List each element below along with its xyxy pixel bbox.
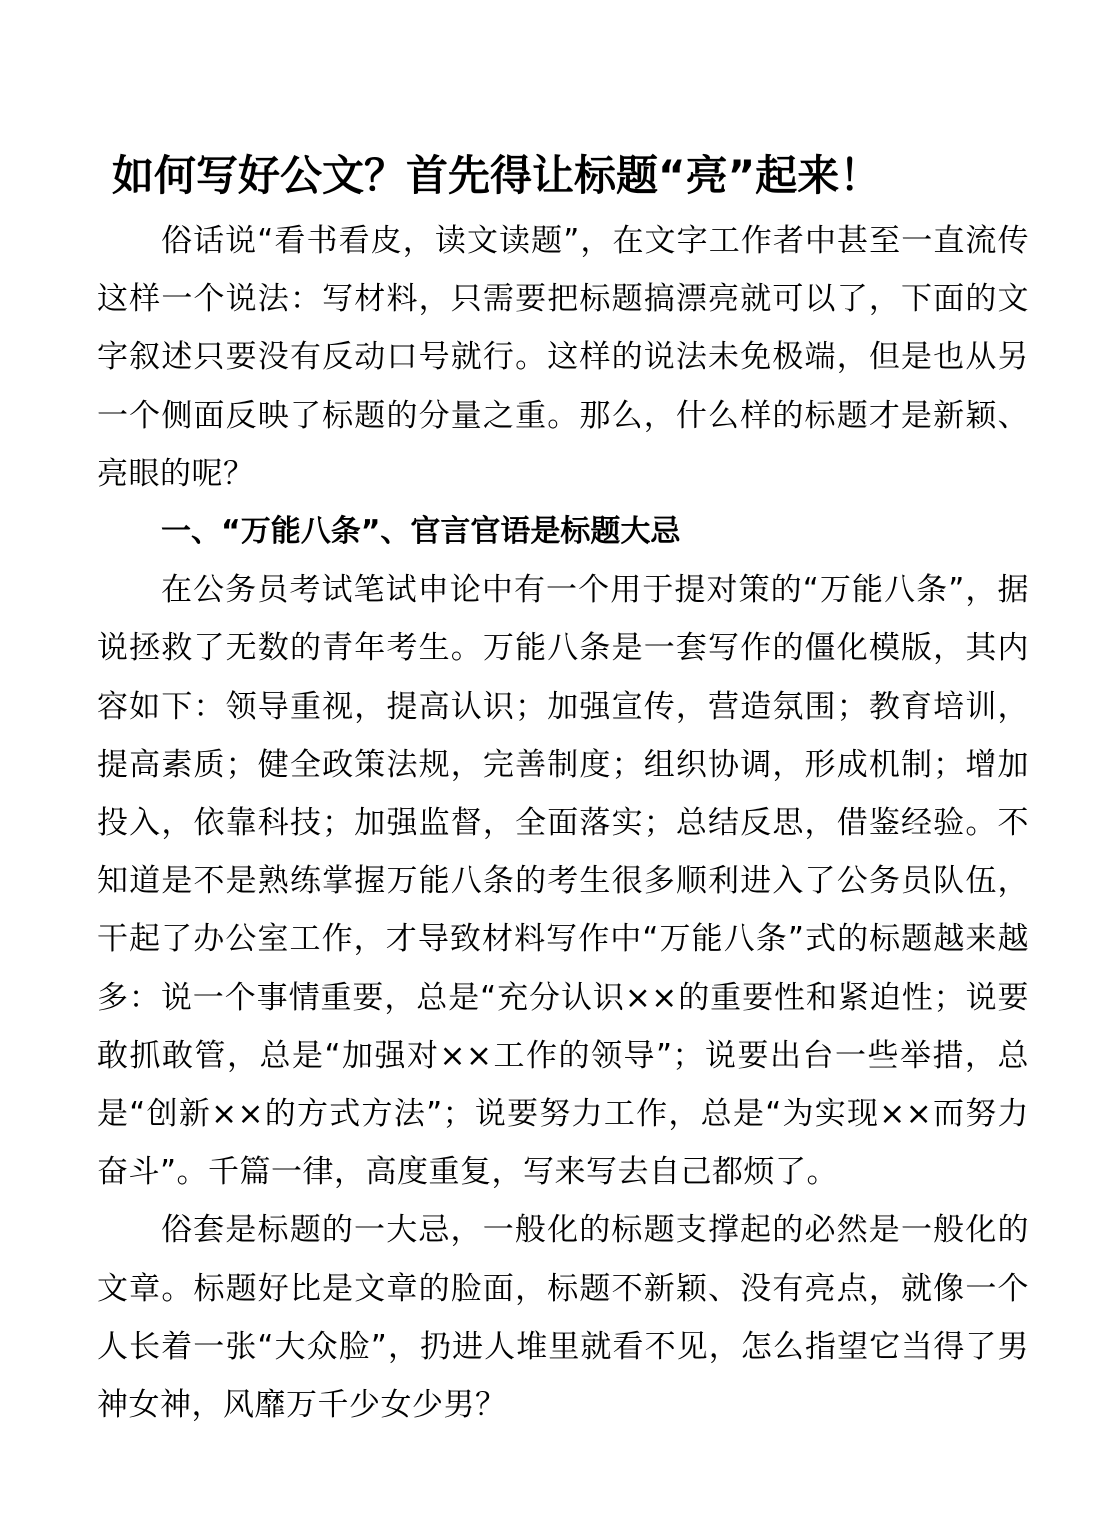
intro-paragraph: 俗话说“看书看皮，读文读题”，在文字工作者中甚至一直流传这样一个说法：写材料，只需要把标题搞漂亮就可以了，下面的文字叙述只要没有反动口号就行。这样的说法未免极端，但是也从另一个侧面反映了标题的分量之重。那么，什么样的标题才是新颖、亮眼的呢？ <box>97 223 1029 492</box>
section-paragraph-2: 俗套是标题的一大忌，一般化的标题支撑起的必然是一般化的文章。标题好比是文章的脸面，标题不新颖、没有亮点，就像一个人长着一张“大众脸”，扔进人堆里就看不见，怎么指望它当得了男神女神，风靡万千少女少男？ <box>97 1212 1029 1424</box>
document-title: 如何写好公文？首先得让标题“亮”起来！ <box>112 151 882 200</box>
document-body <box>97 212 1029 1434</box>
section-paragraph-1: 在公务员考试笔试申论中有一个用于提对策的“万能八条”，据说拯救了无数的青年考生。万能八条是一套写作的僵化模版，其内容如下：领导重视，提高认识；加强宣传，营造氛围；教育培训，提高素质；健全政策法规，完善制度；组织协调，形成机制；增加投入，依靠科技；加强监督，全面落实；总结反思，借鉴经验。不知道是不是熟练掌握万能八条的考生很多顺利进入了公务员队伍，干起了办公室工作，才导致材料写作中“万能八条”式的标题越来越多：说一个事情重要，总是“充分认识××的重要性和紧迫性；说要敢抓敢管，总是“加强对××工作的领导”；说要出台一些举措，总是“创新××的方式方法”；说要努力工作，总是“为实现××而努力奋斗”。千篇一律，高度重复，写来写去自己都烦了。 <box>97 572 1029 1191</box>
section-heading: 一、“万能八条”、官言官语是标题大忌 <box>161 514 681 550</box>
